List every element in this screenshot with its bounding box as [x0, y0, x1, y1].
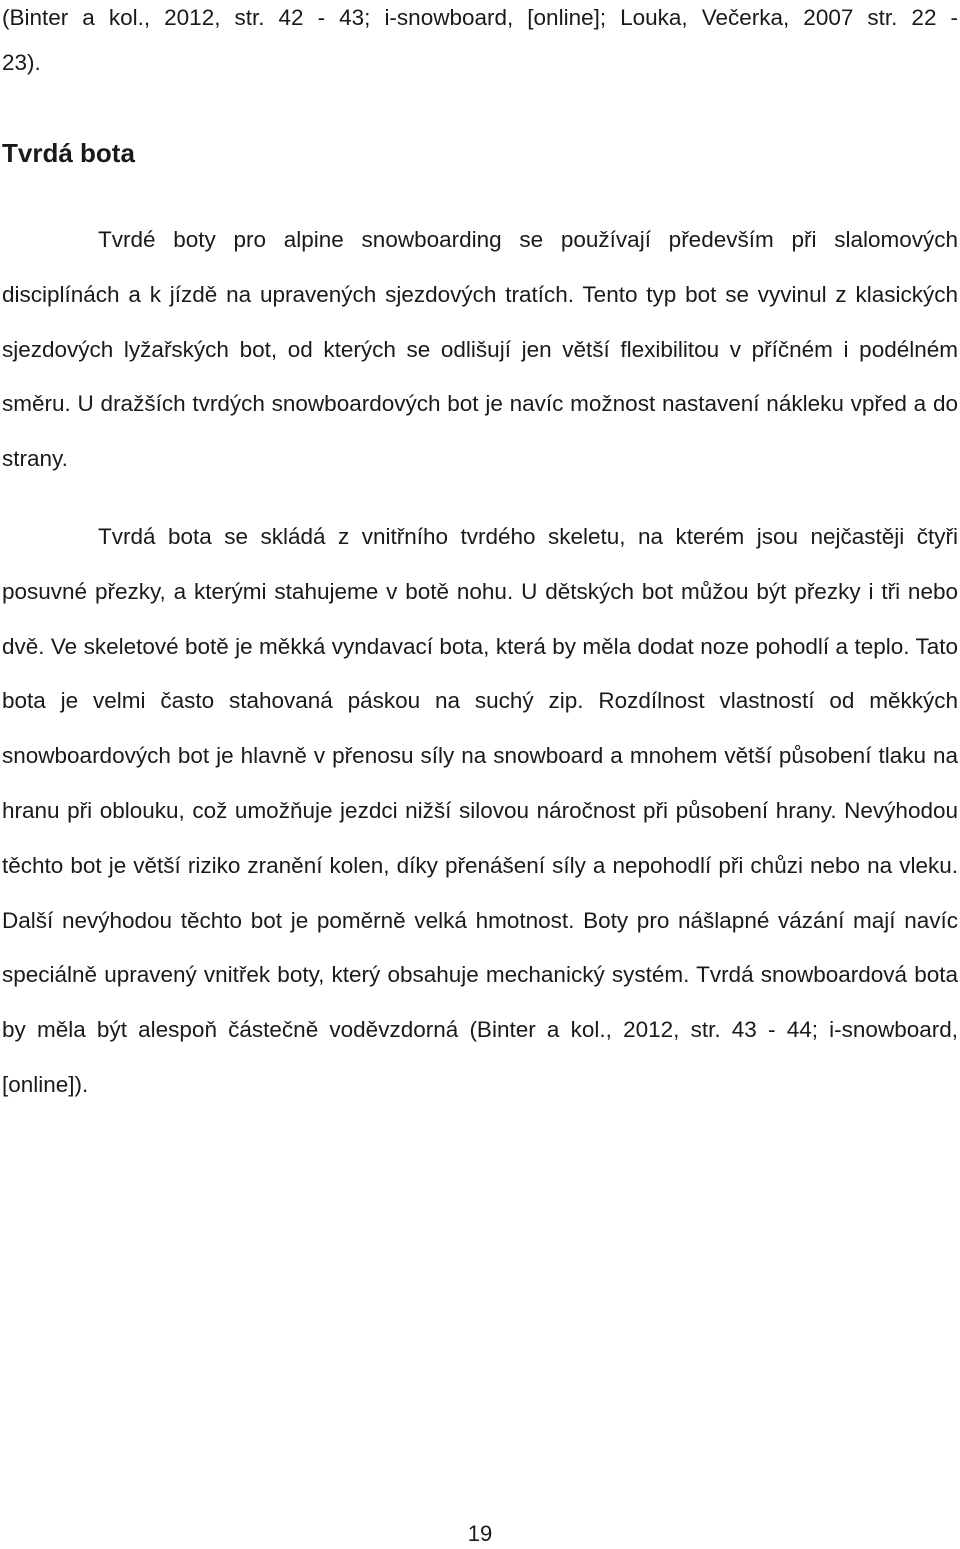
citation-carryover-line-1: (Binter a kol., 2012, str. 42 - 43; i-snowboard, [online]; Louka, Večerka, 2007 str. 22 - [2, 5, 958, 30]
citation-carryover-line-2: 23). [2, 50, 41, 75]
section-heading: Tvrdá bota [2, 138, 135, 168]
paragraph-hard-boot-construction: Tvrdá bota se skládá z vnitřního tvrdého skeletu, na kterém jsou nejčastěji čtyři posuvné přezky, a kterými stahujeme v botě nohu. U dětských bot můžou být přezky i tři nebo dvě. Ve skeletové botě je měkká vyndavací bota, která by měla dodat noze pohodlí a teplo. Tato bota je velmi často stahovaná páskou na suchý zip. Rozdílnost vlastností od měkkých snowboardových bot je hlavně v přenosu síly na snowboard a mnohem větší působení tlaku na hranu při oblouku, což umožňuje jezdci nižší silovou náročnost při působení hrany. Nevýhodou těchto bot je větší riziko zranění kolen, díky přenášení síly a nepohodlí při chůzi nebo na vleku. Další nevýhodou těchto bot je poměrně velká hmotnost. Boty pro nášlapné vázání mají navíc speciálně upravený vnitřek boty, který obsahuje mechanický systém. Tvrdá snowboardová bota by měla být alespoň částečně voděvzdorná (Binter a kol., 2012, str. 43 - 44; i-snowboard, [online]). [2, 524, 958, 1097]
paragraph-hard-boots-intro: Tvrdé boty pro alpine snowboarding se používají především při slalomových disciplínách a k jízdě na upravených sjezdových tratích. Tento typ bot se vyvinul z klasických sjezdových lyžařských bot, od kterých se odlišují jen větší flexibilitou v příčném i podélném směru. U dražších tvrdých snowboardových bot je navíc možnost nastavení nákleku vpřed a do strany. [2, 227, 958, 472]
page-number: 19 [467, 1521, 493, 1546]
